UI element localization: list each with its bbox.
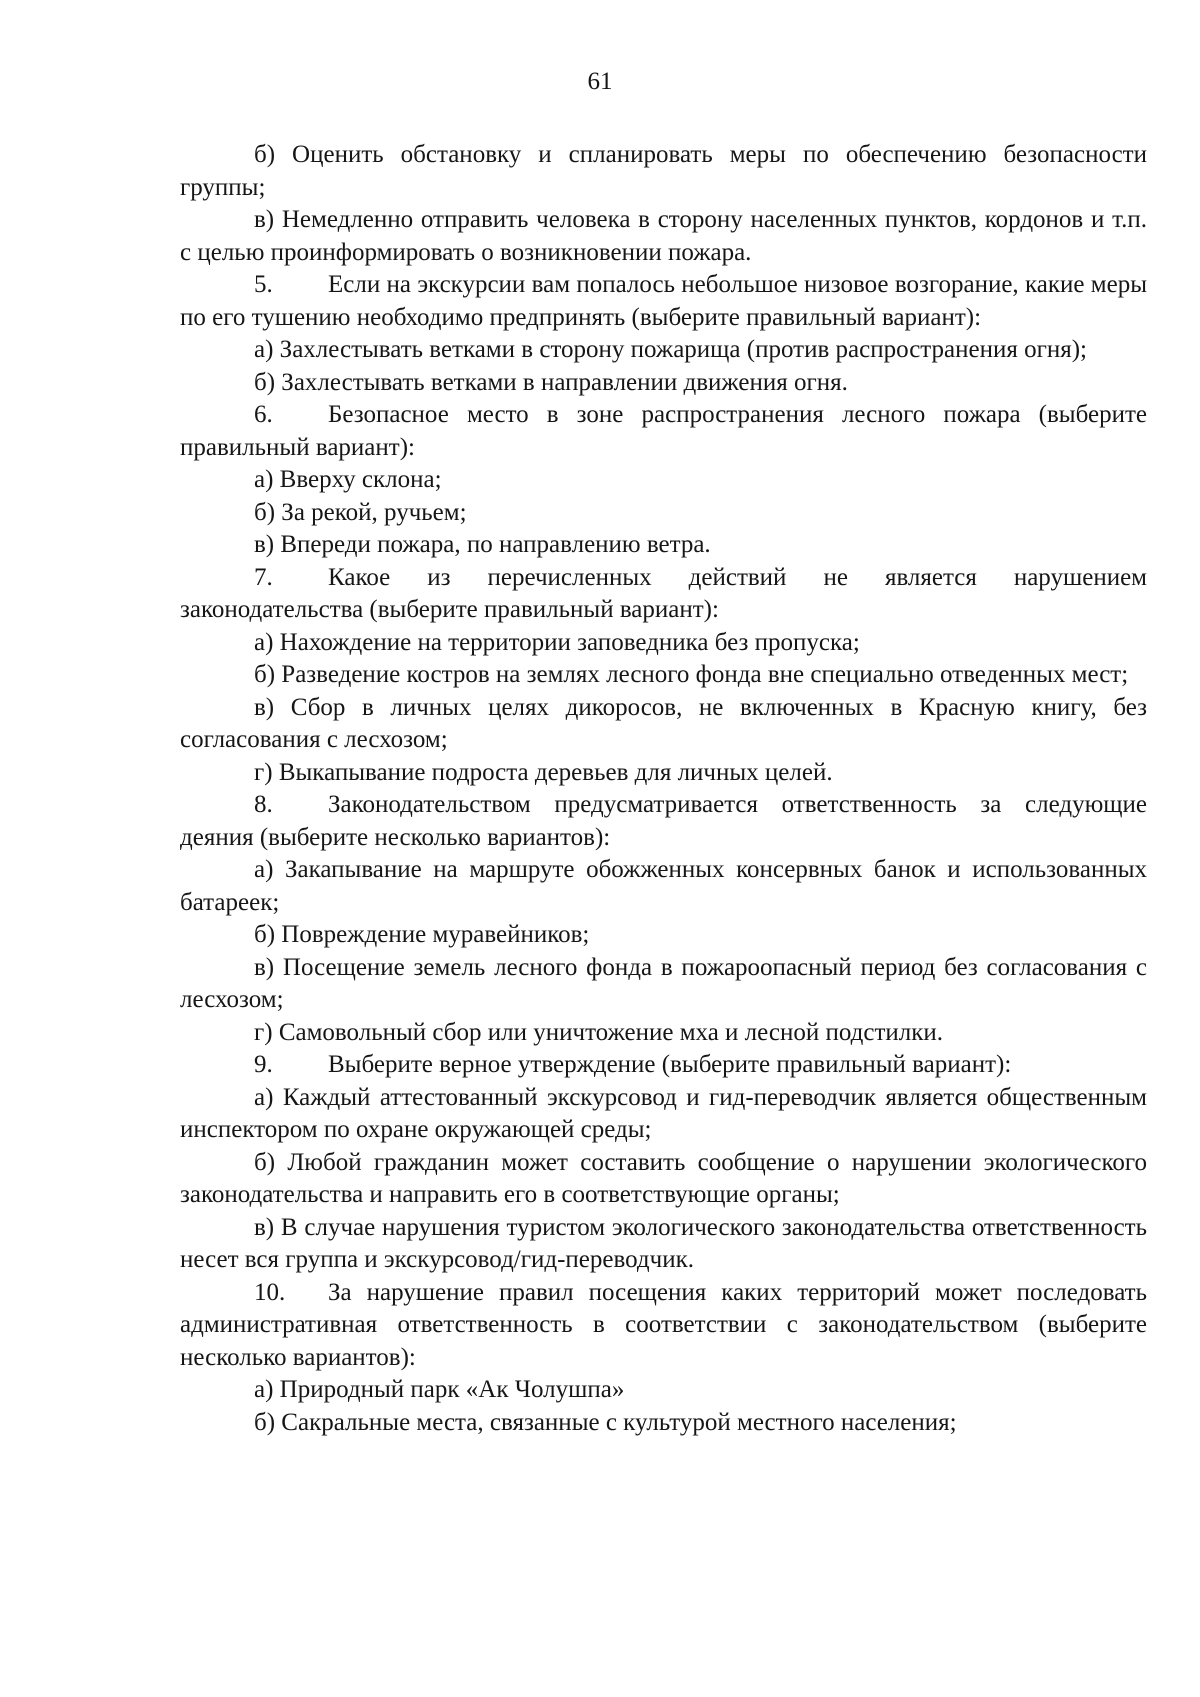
question-text: Какое из перечисленных действий не является нарушением законодательства (выберите правильный вариант): (180, 563, 1147, 623)
answer-option: в) Сбор в личных целях дикоросов, не включенных в Красную книгу, без согласования с лесхозом; (180, 693, 1147, 753)
question-text: За нарушение правил посещения каких территорий может последовать административная ответственность в соответствии с законодательством (выберите несколько вариантов): (180, 1278, 1147, 1371)
answer-option: б) Любой гражданин может составить сообщение о нарушении экологического законодательства и направить его в соответствующие органы; (180, 1148, 1147, 1208)
answer-option: в) Посещение земель лесного фонда в пожароопасный период без согласования с лесхозом; (180, 953, 1147, 1013)
question-number: 7. (254, 563, 273, 591)
answer-option: б) Сакральные места, связанные с культурой местного населения; (254, 1408, 957, 1436)
answer-option: б) Оценить обстановку и спланировать меры по обеспечению безопасности группы; (180, 141, 1147, 201)
question-text: Безопасное место в зоне распространения лесного пожара (выберите правильный вариант): (180, 401, 1147, 461)
page-number: 61 (587, 68, 613, 95)
question-text: Если на экскурсии вам попалось небольшое низовое возгорание, какие меры по его тушению необходимо предпринять (выберите правильный вариант): (180, 271, 1147, 331)
answer-option: б) Повреждение муравейников; (254, 921, 590, 948)
answer-option: а) Захлестывать ветками в сторону пожарища (против распространения огня); (254, 336, 1088, 363)
answer-option: г) Самовольный сбор или уничтожение мха и лесной подстилки. (254, 1018, 944, 1046)
question-paragraph (180, 399, 1147, 464)
document-body (180, 139, 1147, 1439)
answer-option: в) Впереди пожара, по направлению ветра. (254, 531, 711, 558)
answer-option: а) Каждый аттестованный экскурсовод и гид-переводчик является общественным инспектором по охране окружающей среды; (180, 1083, 1147, 1143)
answer-option: а) Закапывание на маршруте обожженных консервных банок и использованных батареек; (180, 856, 1147, 916)
answer-option: а) Природный парк «Ак Чолушпа» (254, 1376, 625, 1403)
answer-option: б) За рекой, ручьем; (254, 498, 467, 526)
answer-option: а) Нахождение на территории заповедника без пропуска; (254, 628, 860, 656)
question-number: 9. (254, 1051, 273, 1078)
question-text: Выберите верное утверждение (выберите правильный вариант): (328, 1051, 1012, 1078)
question-number: 5. (254, 271, 273, 298)
question-text: Законодательством предусматривается ответственность за следующие деяния (выберите несколько вариантов): (180, 791, 1147, 851)
question-number: 6. (254, 401, 273, 428)
question-paragraph (180, 1277, 1147, 1375)
question-number: 8. (254, 791, 273, 818)
question-paragraph (180, 562, 1147, 627)
question-paragraph (180, 789, 1147, 854)
question-paragraph (180, 1049, 1147, 1082)
answer-option: в) В случае нарушения туристом экологического законодательства ответственность несет вся группа и экскурсовод/гид-переводчик. (180, 1213, 1147, 1273)
answer-option: а) Вверху склона; (254, 466, 442, 493)
question-paragraph (180, 269, 1147, 334)
answer-option: г) Выкапывание подроста деревьев для личных целей. (254, 758, 833, 786)
question-number: 10. (254, 1278, 286, 1306)
answer-option: в) Немедленно отправить человека в сторону населенных пунктов, кордонов и т.п. с целью проинформировать о возникновении пожара. (180, 206, 1147, 266)
answer-option: б) Захлестывать ветками в направлении движения огня. (254, 368, 848, 396)
answer-option: б) Разведение костров на землях лесного фонда вне специально отведенных мест; (254, 661, 1129, 688)
